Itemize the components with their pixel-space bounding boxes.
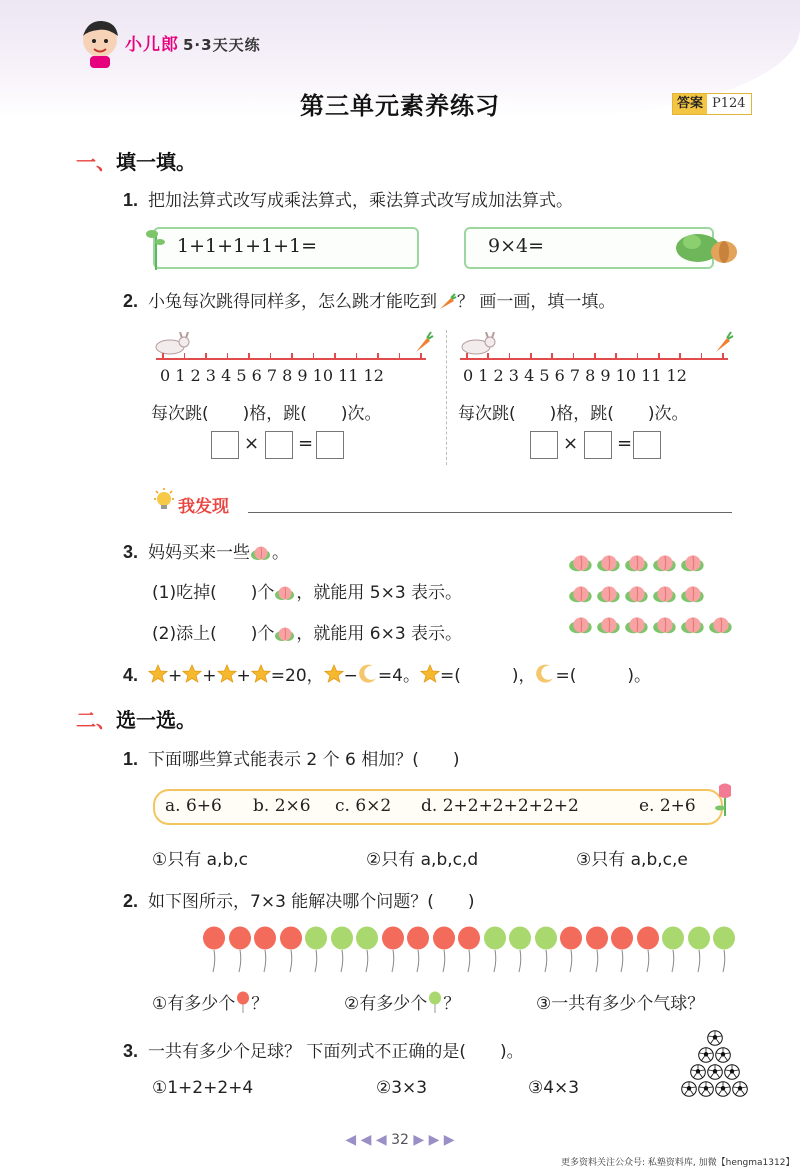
q1-3-sub2 bbox=[152, 619, 462, 644]
moon-icon bbox=[535, 664, 555, 684]
green-balloon bbox=[534, 926, 558, 974]
q2-2 bbox=[123, 887, 475, 912]
tick bbox=[248, 353, 250, 359]
peach-icon bbox=[652, 583, 678, 605]
star-icon bbox=[251, 664, 271, 684]
tick bbox=[466, 353, 468, 359]
equals-sign: = bbox=[617, 433, 633, 454]
green-balloon bbox=[508, 926, 532, 974]
next-arrows-icon: ▶ ▶ ▶ bbox=[408, 1132, 455, 1148]
tick bbox=[377, 353, 379, 359]
peach-icon bbox=[680, 552, 706, 574]
q1-3: 3. 妈妈买来一些 。 bbox=[123, 542, 290, 563]
tick bbox=[205, 353, 207, 359]
peach-icon bbox=[680, 583, 706, 605]
tick bbox=[291, 353, 293, 359]
red-balloon bbox=[406, 926, 430, 974]
tick bbox=[313, 353, 315, 359]
moon-icon bbox=[358, 664, 378, 684]
green-balloon bbox=[304, 926, 328, 974]
red-balloon-icon bbox=[235, 991, 251, 1013]
soccer-ball-icon bbox=[715, 1081, 731, 1097]
expr-right: 9×4= bbox=[488, 235, 545, 257]
red-balloon bbox=[228, 926, 252, 974]
answer-label: 答案 bbox=[673, 94, 707, 114]
soccer-ball-icon bbox=[732, 1081, 748, 1097]
soccer-ball-icon bbox=[707, 1064, 723, 1080]
q1-4-number: 4. bbox=[123, 665, 139, 685]
q2-3-text: 一共有多少个足球？ 下面列式不正确的是( )。 bbox=[148, 1042, 524, 1062]
q2-3-choice-3[interactable]: ③4×3 bbox=[528, 1078, 580, 1098]
red-balloon bbox=[585, 926, 609, 974]
q1-1-text: 把加法算式改写成乘法算式，乘法算式改写成加法算式。 bbox=[148, 191, 574, 211]
mascot-icon bbox=[78, 18, 122, 68]
peach-icon bbox=[568, 583, 594, 605]
tick bbox=[162, 353, 164, 359]
peach-icon bbox=[568, 614, 594, 636]
carrot-icon bbox=[437, 293, 457, 311]
q1-4: 4. + + + =20， − =4。 =( )， =( )。 bbox=[123, 665, 651, 686]
peach-icon bbox=[652, 614, 678, 636]
green-balloon-icon bbox=[427, 991, 443, 1013]
tick bbox=[334, 353, 336, 359]
green-balloon bbox=[330, 926, 354, 974]
q1-4-ans2: =( )。 bbox=[555, 666, 651, 686]
question-mark: ？ bbox=[443, 994, 461, 1014]
options-box bbox=[153, 789, 723, 825]
peach-icon bbox=[596, 614, 622, 636]
fill-text-left: 每次跳( )格，跳( )次。 bbox=[151, 404, 382, 424]
tick bbox=[487, 353, 489, 359]
discover-answer-line[interactable] bbox=[248, 512, 732, 513]
peach-icon bbox=[708, 614, 734, 636]
q1-3-text: 妈妈买来一些 bbox=[148, 543, 251, 563]
section2-title: 选一选。 bbox=[116, 708, 196, 732]
expr-box-left bbox=[153, 227, 419, 269]
fill-text-right: 每次跳( )格，跳( )次。 bbox=[458, 404, 689, 424]
peach-icon bbox=[596, 583, 622, 605]
green-balloon bbox=[483, 926, 507, 974]
soccer-ball-icon bbox=[681, 1081, 697, 1097]
red-balloon bbox=[432, 926, 456, 974]
vegetable-icon bbox=[676, 222, 740, 272]
tick bbox=[679, 353, 681, 359]
red-balloon bbox=[202, 926, 226, 974]
question-mark: ？ bbox=[251, 994, 269, 1014]
option-c[interactable]: c. 6×2 bbox=[335, 796, 392, 816]
discover-label: 我发现 bbox=[178, 497, 229, 517]
q2-2-choice-2-text: ②有多少个 bbox=[344, 994, 428, 1014]
q1-2-text-b: ？ 画一画，填一填。 bbox=[457, 292, 616, 312]
peach-icon bbox=[624, 614, 650, 636]
q1-2-number: 2. bbox=[123, 291, 139, 311]
brand bbox=[125, 30, 261, 55]
q2-2-choice-1-text: ①有多少个 bbox=[152, 994, 236, 1014]
option-a[interactable]: a. 6+6 bbox=[165, 796, 222, 816]
red-balloon bbox=[279, 926, 303, 974]
q1-2 bbox=[123, 287, 615, 312]
tick bbox=[184, 353, 186, 359]
q2-1-text: 下面哪些算式能表示 2 个 6 相加？( ) bbox=[148, 750, 460, 770]
tick bbox=[356, 353, 358, 359]
tick bbox=[509, 353, 511, 359]
answer-box[interactable] bbox=[316, 431, 344, 459]
peach-icon bbox=[274, 626, 296, 642]
tick bbox=[573, 353, 575, 359]
answer-box[interactable] bbox=[584, 431, 612, 459]
soccer-ball-icon bbox=[698, 1081, 714, 1097]
tick bbox=[637, 353, 639, 359]
tick bbox=[399, 353, 401, 359]
answer-box[interactable] bbox=[633, 431, 661, 459]
peach-icon bbox=[596, 552, 622, 574]
soccer-ball-icon bbox=[698, 1047, 714, 1063]
star-icon bbox=[324, 664, 344, 684]
green-balloon bbox=[661, 926, 685, 974]
soccer-ball-icon bbox=[715, 1047, 731, 1063]
q1-3-sub2-b: ，就能用 6×3 表示。 bbox=[296, 624, 463, 644]
q1-1-number: 1. bbox=[123, 190, 139, 210]
q2-1-number: 1. bbox=[123, 749, 139, 769]
section2-number: 二、 bbox=[76, 708, 116, 732]
q1-4-ans1: =( )， bbox=[439, 666, 536, 686]
lightbulb-icon bbox=[152, 488, 176, 516]
red-balloon bbox=[610, 926, 634, 974]
tick bbox=[551, 353, 553, 359]
tick bbox=[270, 353, 272, 359]
expr-left: 1+1+1+1+1= bbox=[177, 235, 318, 257]
tick bbox=[615, 353, 617, 359]
sprout-icon bbox=[146, 224, 166, 274]
q2-1 bbox=[123, 745, 460, 770]
page-footer bbox=[0, 1132, 800, 1148]
tick bbox=[227, 353, 229, 359]
tick bbox=[722, 353, 724, 359]
times-sign: × bbox=[244, 433, 260, 454]
option-b[interactable]: b. 2×6 bbox=[253, 796, 311, 816]
peach-icon bbox=[680, 614, 706, 636]
section1-heading bbox=[76, 146, 196, 175]
q1-1 bbox=[123, 186, 573, 211]
equals-sign: = bbox=[298, 433, 314, 454]
answer-box[interactable] bbox=[211, 431, 239, 459]
section1-number: 一、 bbox=[76, 150, 116, 174]
number-line-left-labels: 0 1 2 3 4 5 6 7 8 9 10 11 12 bbox=[160, 366, 384, 385]
star-icon bbox=[148, 664, 168, 684]
q1-3-sub1 bbox=[152, 578, 462, 603]
soccer-ball-icon bbox=[690, 1064, 706, 1080]
q1-2-text-a: 小兔每次跳得同样多，怎么跳才能吃到 bbox=[148, 292, 438, 312]
option-e[interactable]: e. 2+6 bbox=[639, 796, 696, 816]
peach-icon bbox=[652, 552, 678, 574]
star-icon bbox=[217, 664, 237, 684]
choice-1[interactable]: ①只有 a,b,c bbox=[152, 850, 249, 870]
peach-icon bbox=[568, 552, 594, 574]
tick bbox=[594, 353, 596, 359]
brand-logo: 小儿郎 bbox=[125, 35, 179, 55]
q1-4-diff: =4。 bbox=[377, 666, 420, 686]
q2-2-number: 2. bbox=[123, 891, 139, 911]
prev-arrows-icon: ◀ ◀ ◀ bbox=[345, 1132, 392, 1148]
section1-title: 填一填。 bbox=[116, 150, 196, 174]
soccer-ball-icon bbox=[724, 1064, 740, 1080]
credit-text: 更多资料关注公众号: 私塾资料库, 加微【hengma1312】 bbox=[561, 1158, 795, 1168]
q1-3-sub1-b: ，就能用 5×3 表示。 bbox=[296, 583, 463, 603]
red-balloon bbox=[381, 926, 405, 974]
red-balloon bbox=[457, 926, 481, 974]
soccer-pyramid bbox=[680, 1030, 750, 1100]
green-balloon bbox=[712, 926, 736, 974]
divider bbox=[446, 330, 447, 465]
q1-3-number: 3. bbox=[123, 542, 139, 562]
q2-2-choice-2[interactable] bbox=[344, 989, 460, 1014]
q2-2-choice-3[interactable]: ③一共有多少个气球？ bbox=[536, 994, 705, 1014]
number-line-right-labels: 0 1 2 3 4 5 6 7 8 9 10 11 12 bbox=[463, 366, 687, 385]
soccer-ball-icon bbox=[707, 1030, 723, 1046]
q2-3 bbox=[123, 1037, 524, 1062]
choice-3[interactable]: ③只有 a,b,c,e bbox=[576, 850, 688, 870]
answer-tag[interactable] bbox=[672, 93, 752, 115]
peach-icon bbox=[624, 552, 650, 574]
q2-3-choice-2[interactable]: ②3×3 bbox=[376, 1078, 428, 1098]
q1-4-sum: =20， bbox=[270, 666, 324, 686]
tick bbox=[701, 353, 703, 359]
tick bbox=[658, 353, 660, 359]
answer-box[interactable] bbox=[265, 431, 293, 459]
star-icon bbox=[182, 664, 202, 684]
brand-title: 5·3天天练 bbox=[183, 36, 261, 54]
answer-box[interactable] bbox=[530, 431, 558, 459]
tick bbox=[420, 353, 422, 359]
option-d[interactable]: d. 2+2+2+2+2+2 bbox=[421, 796, 579, 816]
page-number: 32 bbox=[391, 1132, 409, 1148]
peach-icon bbox=[250, 545, 272, 561]
tulip-icon bbox=[712, 782, 738, 820]
tick bbox=[530, 353, 532, 359]
green-balloon bbox=[687, 926, 711, 974]
times-sign: × bbox=[563, 433, 579, 454]
red-balloon bbox=[253, 926, 277, 974]
q2-3-number: 3. bbox=[123, 1041, 139, 1061]
red-balloon bbox=[559, 926, 583, 974]
peach-grid bbox=[568, 552, 738, 642]
peach-icon bbox=[274, 585, 296, 601]
balloon-row bbox=[202, 926, 742, 974]
red-balloon bbox=[636, 926, 660, 974]
section2-heading bbox=[76, 704, 196, 733]
page-title: 第三单元素养练习 bbox=[300, 92, 500, 120]
q1-3-sub2-a: (2)添上( )个 bbox=[152, 624, 275, 644]
q2-3-choice-1[interactable]: ①1+2+2+4 bbox=[152, 1078, 254, 1098]
choice-2[interactable]: ②只有 a,b,c,d bbox=[366, 850, 479, 870]
star-icon bbox=[420, 664, 440, 684]
green-balloon bbox=[355, 926, 379, 974]
q2-2-text: 如下图所示，7×3 能解决哪个问题？( ) bbox=[148, 892, 475, 912]
q2-2-choice-1[interactable] bbox=[152, 989, 268, 1014]
peach-icon bbox=[624, 583, 650, 605]
q1-3-sub1-a: (1)吃掉( )个 bbox=[152, 583, 275, 603]
answer-page: P124 bbox=[707, 94, 751, 114]
